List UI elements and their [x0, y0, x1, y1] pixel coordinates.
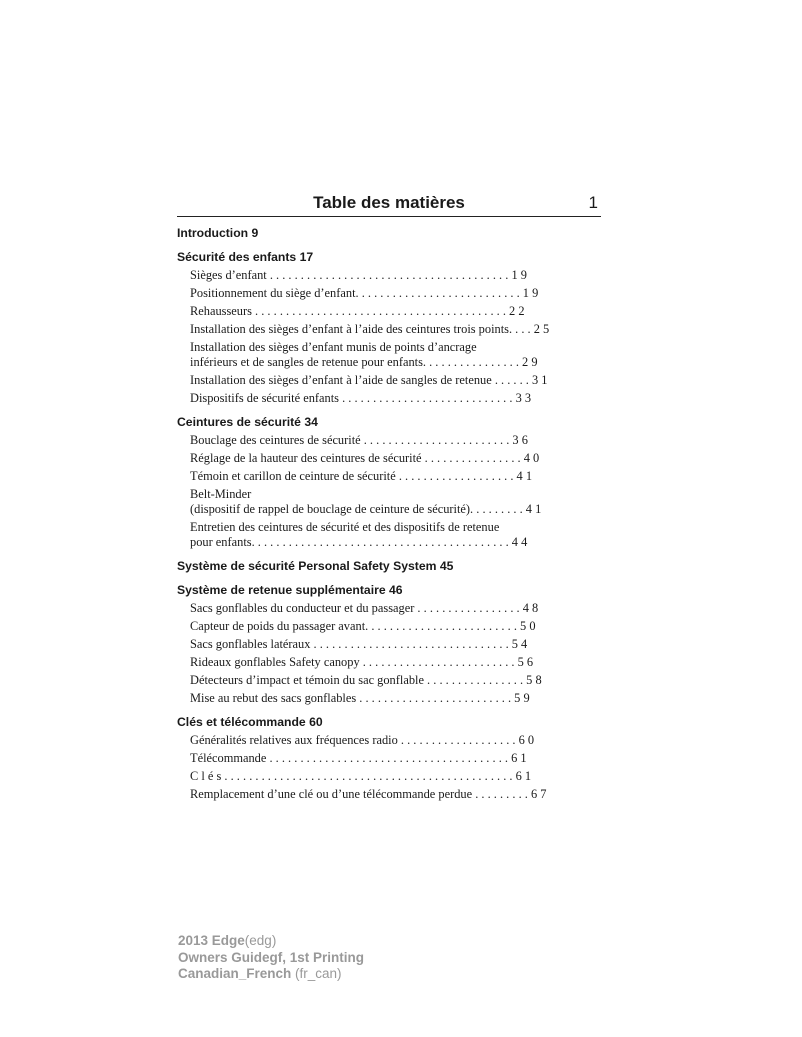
toc-entry[interactable] [177, 322, 637, 337]
toc-entry[interactable] [177, 619, 637, 634]
toc-entry-line: Installation des sièges d’enfant munis de points d’ancrage [190, 340, 477, 354]
toc-entry-line: Détecteurs d’impact et témoin du sac gonflable . . . . . . . . . . . . . . . . 5 8 [190, 673, 542, 687]
toc-section [177, 249, 637, 406]
toc-entry[interactable] [177, 691, 637, 706]
toc-entry-line: Témoin et carillon de ceinture de sécurité . . . . . . . . . . . . . . . . . . . 4 1 [190, 469, 533, 483]
footer-language-code: (fr_can) [291, 966, 342, 981]
toc-entry-line: Télécommande . . . . . . . . . . . . . . . . . . . . . . . . . . . . . . . . . . . . . . . 6 1 [190, 751, 527, 765]
toc-entry-line: Sacs gonflables du conducteur et du passager . . . . . . . . . . . . . . . . . 4 8 [190, 601, 539, 615]
toc-entry[interactable] [177, 787, 637, 802]
toc-entry-line: inférieurs et de sangles de retenue pour enfants. . . . . . . . . . . . . . . . 2 9 [190, 355, 538, 369]
toc-entry-line: Mise au rebut des sacs gonflables . . . . . . . . . . . . . . . . . . . . . . . . . 5 9 [190, 691, 530, 705]
toc-entry[interactable] [177, 751, 637, 766]
toc-entry-line: Installation des sièges d’enfant à l’aide de sangles de retenue . . . . . . 3 1 [190, 373, 548, 387]
toc-entry-line: Dispositifs de sécurité enfants . . . . . . . . . . . . . . . . . . . . . . . . . . . . 3 3 [190, 391, 532, 405]
toc-section-title[interactable]: Introduction 9 [177, 226, 259, 240]
page-header [177, 192, 601, 217]
toc-entry[interactable] [177, 487, 637, 517]
toc-entry-line: Belt-Minder [190, 487, 252, 501]
footer-model-code: (edg) [244, 933, 277, 948]
toc-entry[interactable] [177, 520, 637, 550]
toc-entry[interactable] [177, 673, 637, 688]
toc-section [177, 414, 637, 550]
footer-line-2: Owners Guidegf, 1st Printing [178, 949, 365, 965]
toc-section [177, 714, 637, 802]
toc-entry[interactable] [177, 340, 637, 370]
toc-entry[interactable] [177, 655, 637, 670]
toc-entry-line: Sacs gonflables latéraux . . . . . . . . . . . . . . . . . . . . . . . . . . . . . . . . 5 4 [190, 637, 528, 651]
toc-entry-line: Réglage de la hauteur des ceintures de sécurité . . . . . . . . . . . . . . . . 4 0 [190, 451, 540, 465]
toc-entry-line: Entretien des ceintures de sécurité et des dispositifs de retenue [190, 520, 500, 534]
toc-entry-line: Capteur de poids du passager avant. . . . . . . . . . . . . . . . . . . . . . . . . 5 0 [190, 619, 536, 633]
toc-section-title[interactable]: Système de sécurité Personal Safety System 45 [177, 559, 454, 573]
footer-line-1 [178, 933, 364, 950]
toc-entry-line: pour enfants. . . . . . . . . . . . . . . . . . . . . . . . . . . . . . . . . . . . . . . . . . 4 4 [190, 535, 528, 549]
toc-entry[interactable] [177, 733, 637, 748]
footer-line-3 [178, 966, 364, 983]
toc-entry-line: Remplacement d’une clé ou d’une télécommande perdue . . . . . . . . . 6 7 [190, 787, 547, 801]
toc-entry-line: Positionnement du siège d’enfant. . . . . . . . . . . . . . . . . . . . . . . . . . . 1 9 [190, 286, 539, 300]
toc-entry[interactable] [177, 433, 637, 448]
toc-section-title[interactable]: Ceintures de sécurité 34 [177, 415, 318, 429]
table-of-contents [177, 225, 637, 802]
toc-section [177, 558, 637, 574]
page-number: 1 [588, 193, 598, 212]
toc-entry[interactable] [177, 637, 637, 652]
toc-entry-line: Installation des sièges d’enfant à l’aide des ceintures trois points. . . . 2 5 [190, 322, 550, 336]
toc-entry-line: C l é s . . . . . . . . . . . . . . . . . . . . . . . . . . . . . . . . . . . . . . . . . . . . . . . 6 1 [190, 769, 532, 783]
toc-entry-line: Rehausseurs . . . . . . . . . . . . . . . . . . . . . . . . . . . . . . . . . . . . . . . . . 2 2 [190, 304, 525, 318]
toc-entry-line: Sièges d’enfant . . . . . . . . . . . . . . . . . . . . . . . . . . . . . . . . . . . . . . . 1 9 [190, 268, 527, 282]
toc-entry[interactable] [177, 268, 637, 283]
toc-entry-line: Rideaux gonflables Safety canopy . . . . . . . . . . . . . . . . . . . . . . . . . 5 6 [190, 655, 534, 669]
toc-entry[interactable] [177, 304, 637, 319]
toc-entry-line: Généralités relatives aux fréquences radio . . . . . . . . . . . . . . . . . . . 6 0 [190, 733, 535, 747]
toc-entry[interactable] [177, 451, 637, 466]
toc-entry[interactable] [177, 601, 637, 616]
toc-entry[interactable] [177, 286, 637, 301]
page-title: Table des matières [313, 193, 465, 212]
toc-entry[interactable] [177, 469, 637, 484]
toc-entry[interactable] [177, 391, 637, 406]
toc-section-title[interactable]: Clés et télécommande 60 [177, 715, 323, 729]
toc-section-title[interactable]: Système de retenue supplémentaire 46 [177, 583, 403, 597]
footer-language: Canadian_French [178, 966, 292, 981]
toc-entry[interactable] [177, 769, 637, 784]
toc-section-title[interactable]: Sécurité des enfants 17 [177, 250, 314, 264]
toc-entry-line: Bouclage des ceintures de sécurité . . . . . . . . . . . . . . . . . . . . . . . . 3 6 [190, 433, 528, 447]
toc-entry[interactable] [177, 373, 637, 388]
document-footer [178, 933, 364, 983]
toc-section [177, 225, 637, 241]
footer-model: 2013 Edge [178, 933, 245, 948]
toc-entry-line: (dispositif de rappel de bouclage de ceinture de sécurité). . . . . . . . . 4 1 [190, 502, 542, 516]
toc-section [177, 582, 637, 706]
